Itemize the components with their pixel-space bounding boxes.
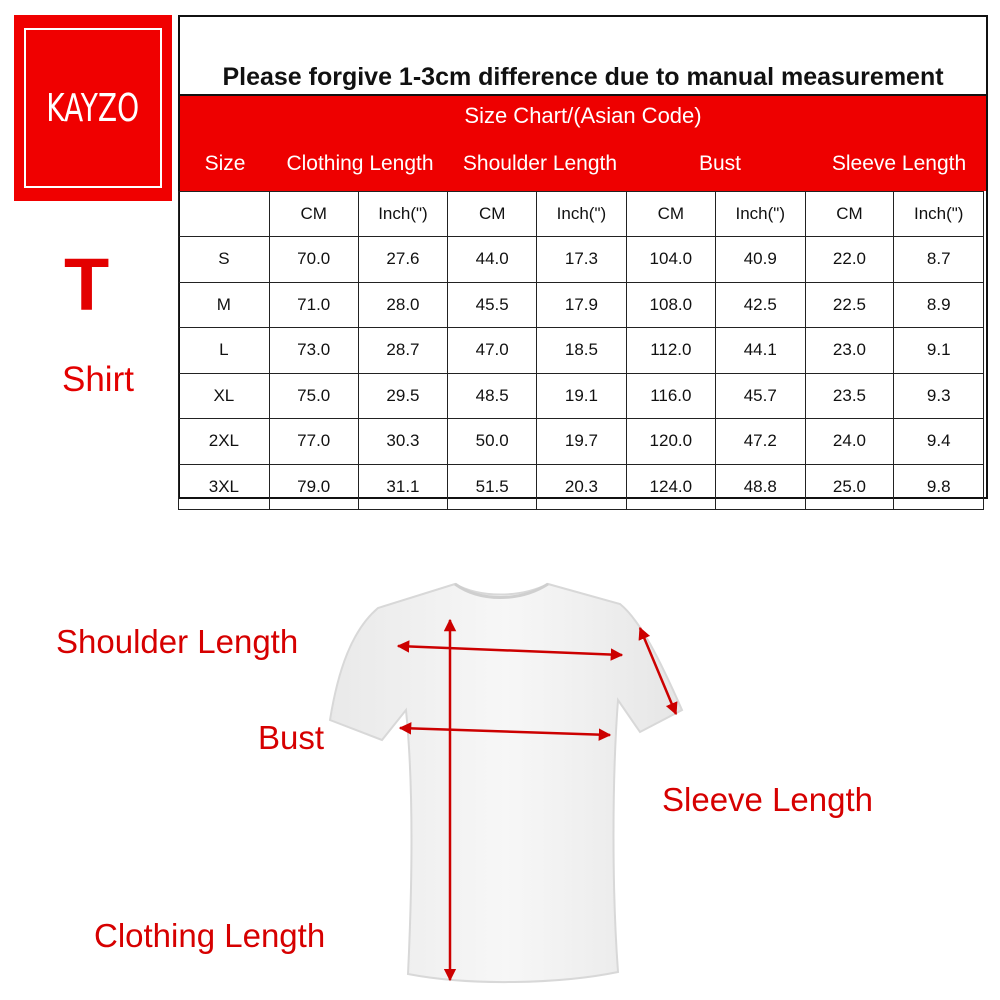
size-cell: 3XL	[179, 464, 270, 510]
column-clothing-length: Clothing Length	[286, 151, 434, 175]
product-word: Shirt	[62, 360, 134, 399]
value-cell: 19.7	[537, 419, 627, 465]
value-cell: 104.0	[626, 237, 715, 283]
value-cell: 44.1	[715, 328, 805, 374]
value-cell: 73.0	[269, 328, 358, 374]
sleeve-length-label: Sleeve Length	[662, 781, 874, 818]
logo-frame	[24, 28, 162, 188]
value-cell: 44.0	[448, 237, 537, 283]
column-bust: Bust	[698, 151, 742, 175]
value-cell: 28.0	[358, 282, 448, 328]
size-cell: M	[179, 282, 270, 328]
unit-cell: Inch(")	[358, 192, 448, 237]
value-cell: 50.0	[448, 419, 537, 465]
measurement-note: Please forgive 1-3cm difference due to manual measurement	[222, 63, 944, 91]
value-cell: 9.8	[894, 464, 984, 510]
value-cell: 17.9	[537, 282, 627, 328]
value-cell: 9.3	[894, 373, 984, 419]
value-cell: 17.3	[537, 237, 627, 283]
value-cell: 20.3	[537, 464, 627, 510]
value-cell: 23.0	[805, 328, 894, 374]
value-cell: 28.7	[358, 328, 448, 374]
unit-row	[179, 192, 984, 237]
table-row	[179, 237, 984, 283]
column-size: Size	[204, 151, 246, 175]
value-cell: 71.0	[269, 282, 358, 328]
shoulder-length-label: Shoulder Length	[56, 623, 299, 660]
value-cell: 124.0	[626, 464, 715, 510]
brand-logo	[14, 15, 172, 201]
value-cell: 70.0	[269, 237, 358, 283]
chart-title: Size Chart/(Asian Code)	[464, 103, 702, 128]
table-row	[179, 464, 984, 510]
value-cell: 45.7	[715, 373, 805, 419]
size-cell: 2XL	[179, 419, 270, 465]
value-cell: 8.7	[894, 237, 984, 283]
clothing-length-label: Clothing Length	[94, 917, 326, 954]
column-shoulder-length: Shoulder Length	[462, 151, 618, 175]
value-cell: 48.5	[448, 373, 537, 419]
value-cell: 27.6	[358, 237, 448, 283]
value-cell: 19.1	[537, 373, 627, 419]
size-chart	[178, 15, 988, 499]
product-letter: T	[64, 243, 110, 326]
unit-cell: CM	[448, 192, 537, 237]
chart-header	[180, 94, 986, 191]
value-cell: 51.5	[448, 464, 537, 510]
value-cell: 24.0	[805, 419, 894, 465]
unit-cell: CM	[805, 192, 894, 237]
unit-blank-cell	[179, 192, 270, 237]
value-cell: 47.2	[715, 419, 805, 465]
table-row	[179, 282, 984, 328]
value-cell: 77.0	[269, 419, 358, 465]
brand-name: KAYZO	[46, 86, 140, 130]
value-cell: 23.5	[805, 373, 894, 419]
value-cell: 30.3	[358, 419, 448, 465]
tshirt-body	[330, 584, 682, 982]
value-cell: 47.0	[448, 328, 537, 374]
unit-cell: Inch(")	[715, 192, 805, 237]
table-row	[179, 419, 984, 465]
value-cell: 45.5	[448, 282, 537, 328]
size-cell: XL	[179, 373, 270, 419]
value-cell: 116.0	[626, 373, 715, 419]
size-table	[178, 191, 984, 510]
value-cell: 40.9	[715, 237, 805, 283]
value-cell: 120.0	[626, 419, 715, 465]
value-cell: 112.0	[626, 328, 715, 374]
value-cell: 9.4	[894, 419, 984, 465]
value-cell: 8.9	[894, 282, 984, 328]
unit-cell: CM	[269, 192, 358, 237]
column-sleeve-length: Sleeve Length	[831, 151, 967, 175]
size-cell: S	[179, 237, 270, 283]
value-cell: 48.8	[715, 464, 805, 510]
value-cell: 9.1	[894, 328, 984, 374]
value-cell: 25.0	[805, 464, 894, 510]
unit-cell: CM	[626, 192, 715, 237]
value-cell: 22.0	[805, 237, 894, 283]
table-row	[179, 328, 984, 374]
unit-cell: Inch(")	[537, 192, 627, 237]
table-row	[179, 373, 984, 419]
value-cell: 42.5	[715, 282, 805, 328]
value-cell: 22.5	[805, 282, 894, 328]
value-cell: 75.0	[269, 373, 358, 419]
value-cell: 31.1	[358, 464, 448, 510]
value-cell: 29.5	[358, 373, 448, 419]
value-cell: 79.0	[269, 464, 358, 510]
bust-label: Bust	[258, 719, 325, 756]
unit-cell: Inch(")	[894, 192, 984, 237]
measurement-diagram	[0, 560, 1000, 1000]
value-cell: 108.0	[626, 282, 715, 328]
size-cell: L	[179, 328, 270, 374]
value-cell: 18.5	[537, 328, 627, 374]
